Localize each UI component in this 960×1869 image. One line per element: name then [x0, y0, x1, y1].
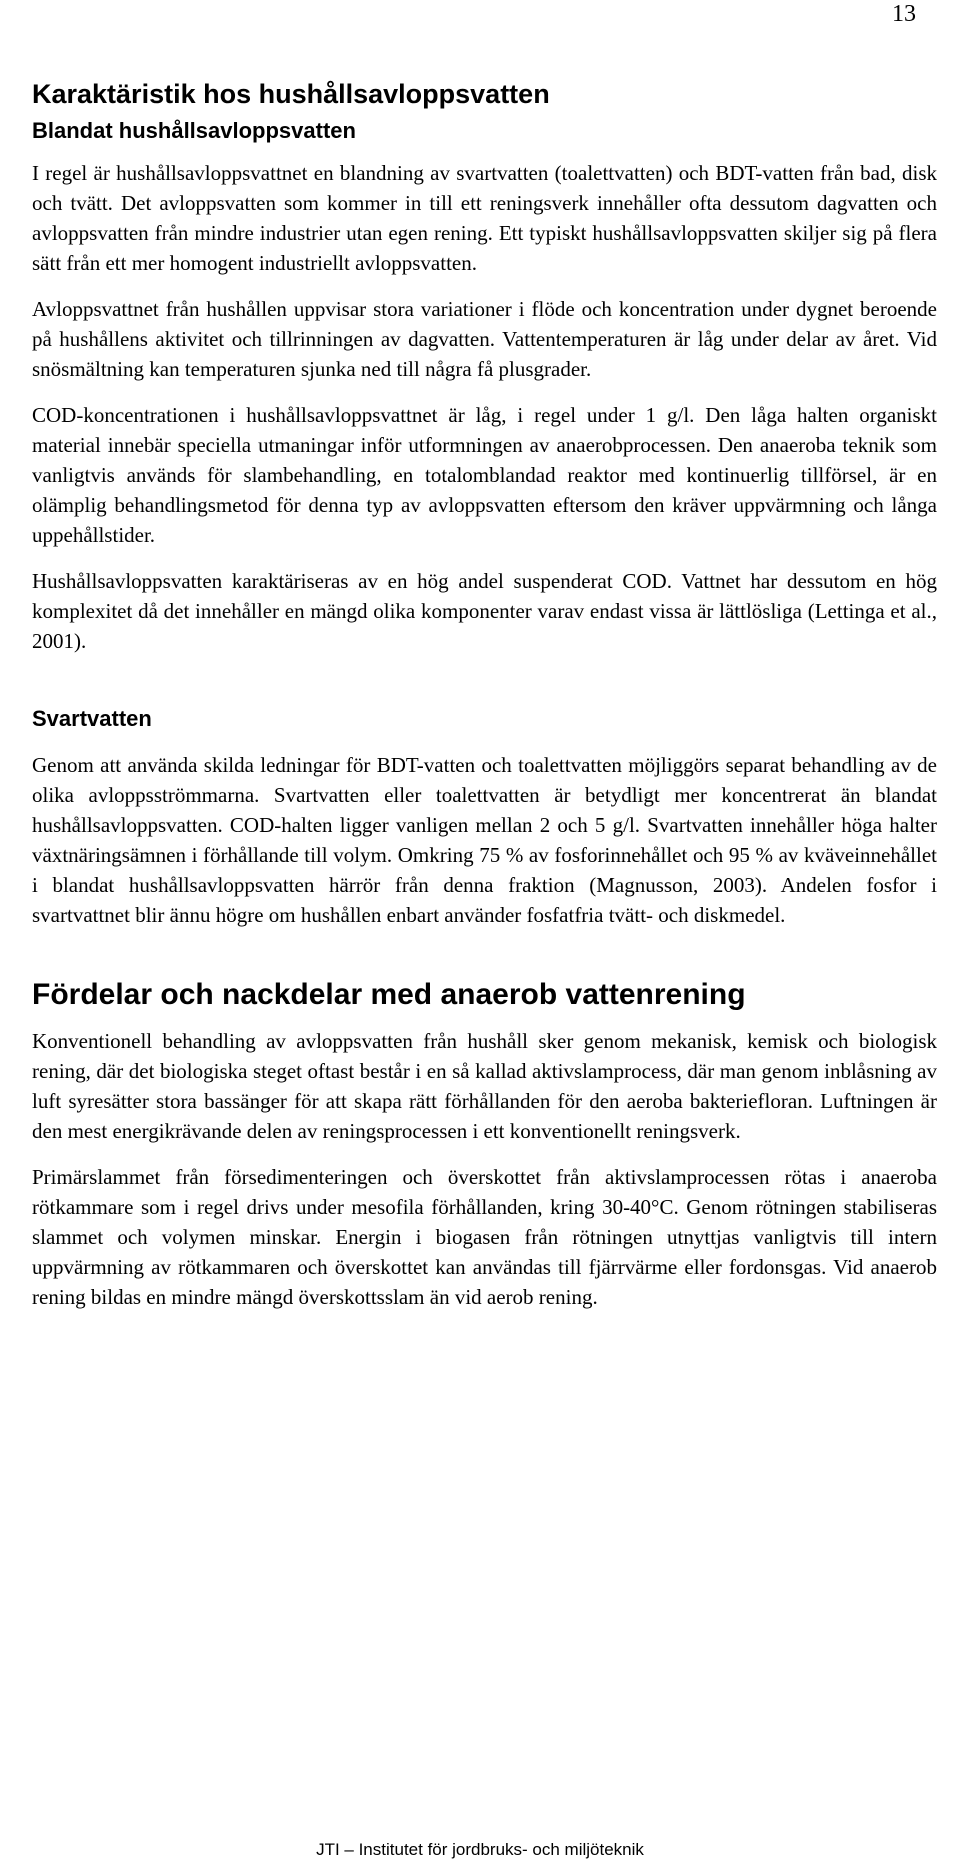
paragraph: Avloppsvattnet från hushållen uppvisar stora variationer i flöde och koncentration under dygnet beroende på hushållens aktivitet och tillrinningen av dagvatten. Vattentemperaturen är låg under delar av året. Vid snösmältning kan temperaturen sjunka ned till några få plusgrader.	[32, 297, 937, 381]
footer-institute: JTI – Institutet för jordbruks- och miljöteknik	[316, 1840, 644, 1859]
document-body	[32, 76, 937, 1312]
section-heading-characteristics: Karaktäristik hos hushållsavloppsvatten	[32, 79, 550, 109]
paragraph: Primärslammet från försedimenteringen och överskottet från aktivslamprocessen rötas i anaeroba rötkammare som i regel drivs under mesofila förhållanden, kring 30-40°C. Genom rötningen stabiliseras slammet och volymen minskar. Energin i biogasen från rötningen utnyttjas vanligtvis till intern uppvärmning av rötkammaren och överskottet kan användas till fjärrvärme eller fordonsgas. Vid anaerob rening bildas en mindre mängd överskottsslam än vid aerob rening.	[32, 1165, 937, 1309]
paragraph: Konventionell behandling av avloppsvatten från hushåll sker genom mekanisk, kemisk och biologisk rening, där det biologiska steget oftast består i en så kallad aktivslamprocess, där man genom inblåsning av luft syresätter stora bassänger för att skapa rätt förhållanden för den aeroba bakteriefloran. Luftningen är den mest energikrävande delen av reningsprocessen i ett konventionellt reningsverk.	[32, 1029, 937, 1143]
section-heading-anaerobic-pros-cons: Fördelar och nackdelar med anaerob vattenrening	[32, 978, 746, 1011]
paragraph: Hushållsavloppsvatten karaktäriseras av en hög andel suspenderat COD. Vattnet har dessutom en hög komplexitet då det innehåller en mängd olika komponenter varav endast vissa är lättlösliga (Lettinga et al., 2001).	[32, 569, 937, 653]
paragraph: I regel är hushållsavloppsvattnet en blandning av svartvatten (toalettvatten) och BDT-vatten från bad, disk och tvätt. Det avloppsvatten som kommer in till ett reningsverk innehåller ofta dessutom dagvatten och avloppsvatten från mindre industrier utan egen rening. Ett typiskt hushållsavloppsvatten skiljer sig på flera sätt från ett mer homogent industriellt avloppsvatten.	[32, 161, 937, 275]
subheading-mixed-wastewater: Blandat hushållsavloppsvatten	[32, 118, 356, 143]
paragraph: COD-koncentrationen i hushållsavloppsvattnet är låg, i regel under 1 g/l. Den låga halten organiskt material innebär speciella utmaningar inför utformningen av anaerobprocessen. Den anaeroba teknik som vanligtvis används för slambehandling, en totalomblandad reaktor med kontinuerlig tillförsel, är en olämplig behandlingsmetod för denna typ av avloppsvatten eftersom den kräver uppvärmning och långa uppehållstider.	[32, 403, 937, 547]
section-heading-blackwater: Svartvatten	[32, 706, 152, 731]
page-number: 13	[892, 1, 916, 27]
paragraph: Genom att använda skilda ledningar för BDT-vatten och toalettvatten möjliggörs separat behandling av de olika avloppsströmmarna. Svartvatten eller toalettvatten är betydligt mer koncentrerat än blandat hushållsavloppsvatten. COD-halten ligger vanligen mellan 2 och 5 g/l. Svartvatten innehåller höga halter växtnäringsämnen i förhållande till volym. Omkring 75 % av fosforinnehållet och 95 % av kväveinnehållet i blandat hushållsavloppsvatten härrör från denna fraktion (Magnusson, 2003). Andelen fosfor i svartvattnet blir ännu högre om hushållen enbart använder fosfatfria tvätt- och diskmedel.	[32, 753, 937, 927]
